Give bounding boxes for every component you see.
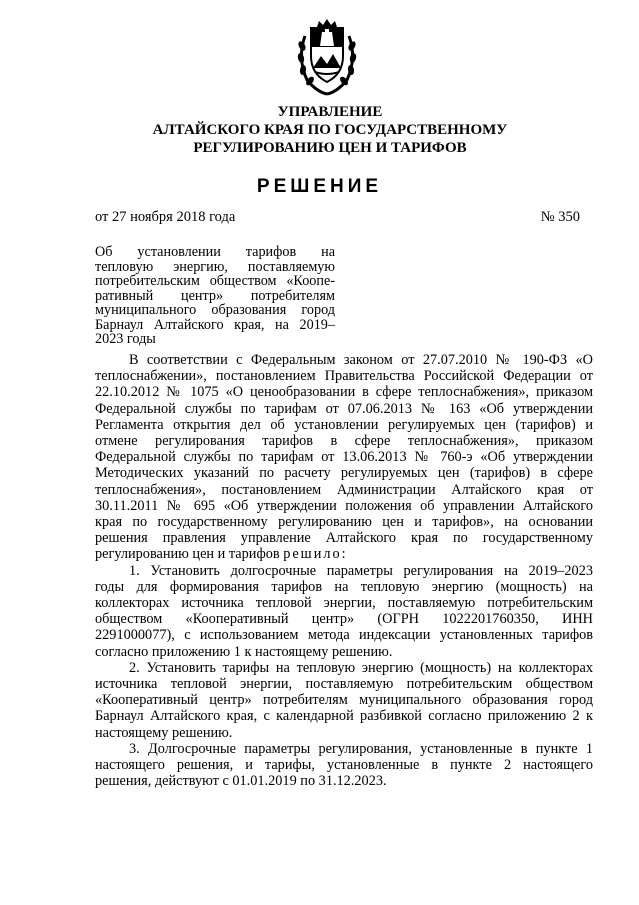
- item-1-line: согласно приложению 1 к настоящему решению.: [95, 643, 393, 660]
- item-1-line: 2291000077), с использованием метода индексации установленных тарифов: [95, 627, 593, 644]
- preamble-line: решения правления управление Алтайского края по государственному: [95, 530, 593, 547]
- altai-krai-coat-of-arms-icon: [295, 18, 359, 96]
- preamble-line: Методических указаний по расчету регулируемых цен (тарифов) в сфере: [95, 465, 593, 482]
- preamble-line: теплоснабжения», постановлением Администрации Алтайского края от: [95, 481, 593, 498]
- document-body: [95, 352, 593, 789]
- organization-name: [90, 103, 570, 157]
- preamble-line: 30.11.2011 № 695 «Об утверждении положения об управлении Алтайского: [95, 497, 593, 514]
- org-line-1: УПРАВЛЕНИЕ: [277, 104, 383, 120]
- item-2-line: Барнаул Алтайского края, с календарной разбивкой согласно приложению 2 к: [95, 708, 593, 725]
- item-2-line: источника тепловой энергии, поставляемую потребительским обществом: [95, 676, 593, 693]
- item-3-line: 3. Долгосрочные параметры регулирования, установленные в пункте 1: [129, 740, 593, 757]
- document-title: РЕШЕНИЕ: [256, 176, 383, 197]
- item-2-line: 2. Установить тарифы на тепловую энергию (мощность) на коллекторах: [129, 659, 593, 676]
- preamble-line: Федеральной службы по тарифам от 07.06.2013 № 163 «Об утверждении: [95, 400, 593, 417]
- item-1-paragraph: [95, 563, 593, 660]
- org-line-2: АЛТАЙСКОГО КРАЯ ПО ГОСУДАРСТВЕННОМУ: [152, 122, 508, 138]
- subject-line: потребительским обществом «Коопе-: [95, 273, 335, 289]
- preamble-last-text: регулированию цен и тарифов: [95, 546, 280, 563]
- subject-line: 2023 годы: [95, 331, 156, 347]
- document-date: от 27 ноября 2018 года: [95, 209, 236, 225]
- subject-line: Об установлении тарифов на: [95, 244, 335, 260]
- document-number: № 350: [540, 209, 580, 225]
- item-1-line: коллекторах источника тепловой энергии, поставляемую потребительским: [95, 595, 593, 612]
- item-3-paragraph: [95, 741, 593, 790]
- item-1-line: 1. Установить долгосрочные параметры регулирования на 2019–2023: [129, 562, 593, 579]
- org-line-3: РЕГУЛИРОВАНИЮ ЦЕН И ТАРИФОВ: [193, 140, 467, 156]
- subject-line: тепловую энергию, поставляемую: [95, 258, 335, 275]
- item-1-line: годы для формирования тарифов на тепловую энергию (мощность) на: [95, 578, 593, 595]
- item-2-paragraph: [95, 660, 593, 741]
- preamble-line: теплоснабжении», постановлением Правительства Российской Федерации от: [95, 368, 593, 385]
- subject-line: ративный центр» потребителям: [95, 287, 335, 304]
- preamble-line: края по государственному регулированию цен и тарифов», на основании: [95, 514, 593, 531]
- preamble-line: Федеральной службы по тарифам от 13.06.2013 № 760-э «Об утверждении: [95, 449, 593, 466]
- preamble-paragraph: [95, 352, 593, 563]
- subject-line: муниципального образования город: [95, 302, 335, 318]
- subject-line: Барнаул Алтайского края, на 2019–: [95, 316, 335, 333]
- item-2-line: «Кооперативный центр» потребителям муниципального образования город: [95, 692, 593, 709]
- item-3-line: решения, действуют с 01.01.2019 по 31.12.2023.: [95, 773, 387, 790]
- preamble-line: отмене регулирования тарифов в сфере теплоснабжения», приказом: [95, 433, 593, 450]
- decided-word: решило: [283, 546, 342, 563]
- preamble-last-line: регулированию цен и тарифов решило:: [95, 546, 346, 563]
- preamble-line: Регламента открытия дел об установлении регулируемых цен (тарифов) и: [95, 416, 593, 433]
- document-subject: [95, 245, 335, 347]
- item-3-line: настоящего решения, и тарифы, установленные в пункте 2 настоящего: [95, 757, 593, 774]
- item-1-line: обществом «Кооперативный центр» (ОГРН 1022201760350, ИНН: [95, 611, 593, 628]
- preamble-line: 22.10.2012 № 1075 «О ценообразовании в сфере теплоснабжения», приказом: [95, 384, 593, 401]
- preamble-line: В соответствии с Федеральным законом от 27.07.2010 № 190-ФЗ «О: [129, 352, 593, 368]
- item-2-line: настоящему решению.: [95, 724, 233, 741]
